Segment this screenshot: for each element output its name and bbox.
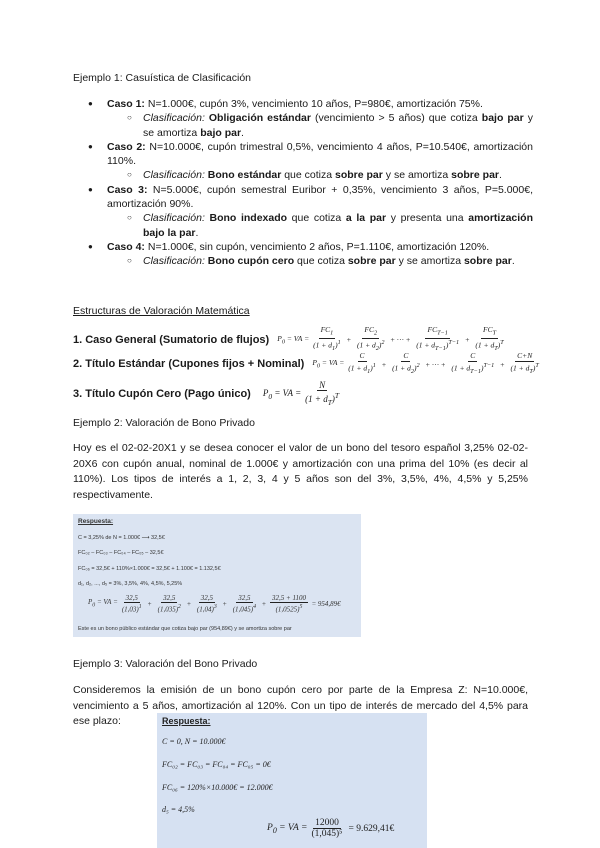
- example2-heading: Ejemplo 2: Valoración de Bono Privado: [73, 417, 255, 429]
- formula-label: 3. Título Cupón Cero (Pago único): [73, 387, 251, 400]
- answer-result: = 9.629,41€: [348, 823, 395, 834]
- list-item: [73, 240, 533, 269]
- answer-box-example3: [157, 713, 427, 848]
- case-label: Caso 4:: [107, 240, 145, 253]
- answer-line: C = 3,25% de N = 1.000€ ⟶ 32,5€: [78, 535, 165, 541]
- formula-general: [73, 326, 508, 354]
- case-label: Caso 3:: [107, 183, 148, 196]
- example3-heading: Ejemplo 3: Valoración del Bono Privado: [73, 658, 258, 670]
- answer-formula: $P_0$ = VA = $\frac{32,5}{(1,03)^1}$ + $\frac{32,5}{(1,035)^2}$ + $\frac{32,5}{(1,04)^3}$ + $\frac{32,5}{(1,045)^4}$ + $\frac{32,5 + 1100}{(1,0525)^5}$ = 954,89€: [88, 594, 341, 614]
- formula-standard: [73, 352, 543, 376]
- answer-line: C = 0, N = 10.000€: [162, 737, 226, 746]
- answer-footer: Este es un bono público estándar que cotiza bajo par (954,89€) y se amortiza sobre par: [78, 626, 292, 632]
- answer-result: 954,89€: [317, 599, 341, 608]
- classification: ○ Clasificación: Bono cupón cero que cotiza sobre par y se amortiza sobre par.: [107, 254, 533, 268]
- case-list: [73, 97, 533, 269]
- classification: ○ Clasificación: Bono estándar que cotiza sobre par y se amortiza sobre par.: [107, 168, 533, 182]
- example3-paragraph: Consideremos la emisión de un bono cupón cero por parte de la Empresa Z: N=10.000€, vencimiento a 5 años, amortización al 120%. Con un tipo de interés de mercado del 4,5% para ese plazo:: [73, 684, 528, 727]
- case-text: N=1.000€, cupón 3%, vencimiento 10 años, P=980€, amortización 75%.: [144, 98, 483, 110]
- list-item: [73, 140, 533, 183]
- answer-formula: $P_0$ = VA = $\frac{12000}{\text{(1,045)⁵}}$ = 9.629,41€: [267, 818, 395, 839]
- formula-zero-coupon: [73, 380, 343, 408]
- structures-heading: Estructuras de Valoración Matemática: [73, 305, 250, 317]
- classification: ○ Clasificación: Bono indexado que cotiza a la par y presenta una amortización bajo la par.: [107, 211, 533, 240]
- case-text: N=5.000€, cupón semestral Euribor + 0,35%, vencimiento 3 años, P=5.000€, amortización 90%.: [107, 183, 533, 211]
- example1-heading: Ejemplo 1: Casuística de Clasificación: [73, 72, 251, 84]
- classification: ○ Clasificación: Obligación estándar (vencimiento > 5 años) que cotiza bajo par y se amortiza bajo par.: [107, 111, 533, 140]
- answer-box-example2: [73, 514, 361, 637]
- example2-paragraph: Hoy es el 02-02-20X1 y se desea conocer el valor de un bono del tesoro español 3,25% 02-02-20X6 con cupón anual, nominal de 1.000€ y amortización con una prima del 10% (es decir al 110%). Los tipos de interés a 1, 2, 3, 4 y 5 años son del 3%, 3,5%, 4%, 4,5% y 5,25% respectivamente.: [73, 442, 528, 501]
- answer-line: d₁, d₂, ..., d₅ = 3%, 3,5%, 4%, 4,5%, 5,25%: [78, 581, 183, 587]
- case-label: Caso 1:: [107, 98, 145, 110]
- list-item: [73, 97, 533, 140]
- answer-line: FC₀₂ = FC₀₃ = FC₀₄ = FC₀₅ = 0€: [162, 760, 271, 769]
- answer-line: FC₀₆ = 120%×10.000€ = 12.000€: [162, 783, 273, 792]
- answer-title: Respuesta:: [78, 518, 114, 525]
- list-item: [73, 183, 533, 240]
- answer-line: FC₀₂ – FC₀₃ – FC₀₄ – FC₀₅ – 32,5€: [78, 550, 164, 556]
- answer-title: Respuesta:: [162, 716, 211, 726]
- zero-coupon-formula: $P_0$ = VA = $\frac{N}{(1 + d_T)^T}$: [262, 380, 340, 407]
- formula-label: 2. Título Estándar (Cupones fijos + Nominal): [73, 358, 305, 370]
- standard-formula: $P_0$ = VA = $\frac{C}{(1 + d_1)^1}$ + $\frac{C}{(1 + d_2)^2}$ + ··· + $\frac{C}{(1 + d_{T-1})^{T-1}}$ + $\frac{C+N}{(1 + d_T)^T}$: [312, 351, 539, 375]
- formula-label: 1. Caso General (Sumatorio de flujos): [73, 333, 270, 346]
- case-label: Caso 2:: [107, 140, 146, 153]
- case-text: N=1.000€, sin cupón, vencimiento 2 años, P=1.110€, amortización 120%.: [144, 240, 490, 253]
- answer-line: d₅ = 4,5%: [162, 805, 195, 814]
- answer-line: FC₀₆ = 32,5€ + 110%×1.000€ = 32,5€ + 1.100€ = 1.132,5€: [78, 566, 221, 572]
- case-text: N=10.000€, cupón trimestral 0,5%, vencimiento 4 años, P=10.540€, amortización 110%.: [107, 140, 533, 168]
- general-formula: $P_0$ = VA = $\frac{FC_1}{(1 + d_1)^1}$ + $\frac{FC_2}{(1 + d_2)^2}$ + ··· + $\frac{FC_{T-1}}{(1 + d_{T-1})^{T-1}}$ + $\frac{FC_T}{(1 + d_T)^T}$: [277, 325, 504, 352]
